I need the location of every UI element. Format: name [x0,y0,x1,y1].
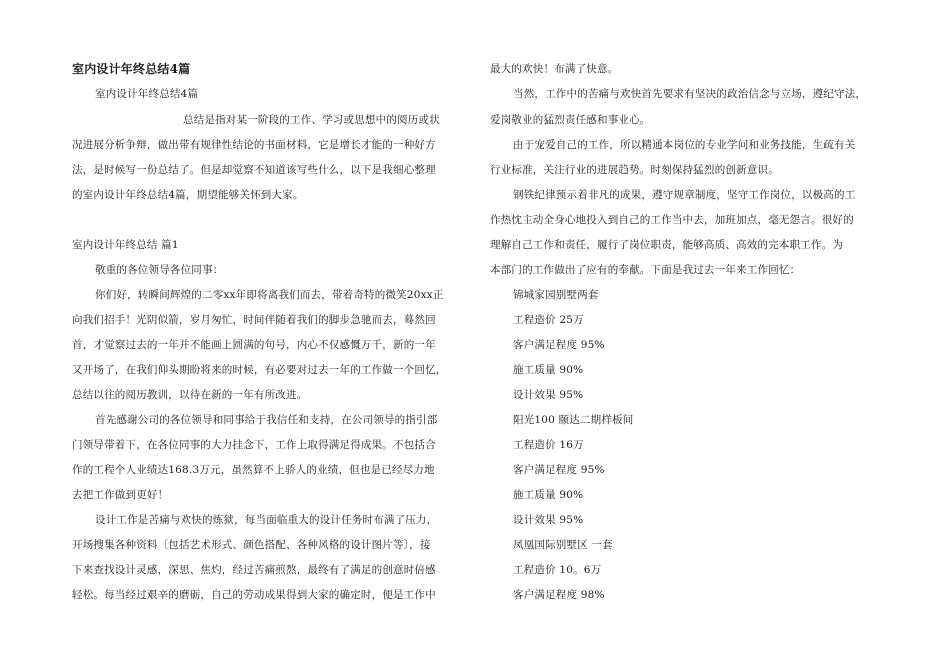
text-line: 轻松。每当经过艰辛的磨砺，自己的劳动成果得到大家的确定时，便是工作中 [72,589,436,601]
text-line: 总结是指对某一阶段的工作、学习或思想中的阅历或状 [183,114,440,126]
text-line: 施工质量 90% [513,364,584,376]
text-line: 总结以往的阅历教训，以待在新的一年有所改进。 [72,389,308,401]
text-line: 下来查找设计灵感，深思、焦灼，经过苦痛煎熬，最终有了满足的创意时倍感 [72,564,436,576]
text-line: 向我们招手！光阴似箭，岁月匆忙，时间伴随着我们的脚步急驰而去，蓦然回 [72,314,436,326]
text-line: 理解自己工作和责任，履行了岗位职责，能够高质、高效的完本职工作。为 [490,239,844,251]
text-line: 首，才觉察过去的一年并不能画上圆满的句号，内心不仅感慨万千，新的一年 [72,339,436,351]
text-line: 室内设计年终总结4篇 [95,88,199,100]
text-line: 锦城家园别墅两套 [513,289,599,301]
document-title: 室内设计年终总结4篇 [72,62,191,76]
text-line: 去把工作做到更好！ [72,489,169,501]
text-line: 钢铁纪律预示着非凡的成果，遵守规章制度，坚守工作岗位，以极高的工 [513,189,856,201]
text-line: 设计效果 95% [513,389,584,401]
text-line: 门领导带着下，在各位同事的大力挂念下，工作上取得满足得成果。不包括合 [72,439,436,451]
text-line: 最大的欢快！布满了快意。 [490,63,619,75]
text-line: 室内设计年终总结 篇1 [72,239,179,251]
text-line: 由于宠爱自己的工作，所以精通本岗位的专业学问和业务技能，生疏有关 [513,139,856,151]
text-line: 当然，工作中的苦痛与欢快首先要求有坚决的政治信念与立场，遵纪守法， [513,88,867,100]
text-line: 开场搜集各种资料〔包括艺术形式、颜色搭配、各种风格的设计图片等〕，接 [72,539,431,551]
text-line: 客户满足程度 98% [513,589,605,601]
text-line: 设计工作是苦痛与欢快的炼狱，每当面临重大的设计任务时布满了压力， [95,514,438,526]
text-line: 又开场了，在我们仰头期盼将来的时候，有必要对过去一年的工作做一个回忆， [72,364,447,376]
text-line: 工程造价 25万 [513,314,584,326]
text-line: 本部门的工作做出了应有的奉献。下面是我过去一年来工作回忆： [490,264,801,276]
text-line: 工程造价 16万 [513,439,584,451]
text-line: 首先感谢公司的各位领导和同事给于我信任和支持，在公司领导的指引部 [95,414,438,426]
text-line: 的室内设计年终总结4篇，期望能够关怀到大家。 [72,189,304,201]
text-line: 阳光100 颐达二期样板间 [513,414,634,426]
text-line: 工程造价 10。6万 [513,564,602,576]
text-line: 法，是时候写一份总结了。但是却觉察不知道该写些什么，以下是我细心整理 [72,164,436,176]
text-line: 设计效果 95% [513,514,584,526]
text-line: 客户满足程度 95% [513,464,605,476]
text-line: 你们好，转瞬间辉煌的二零xx年即将离我们而去，带着奇特的微笑20xx正 [95,289,444,301]
text-line: 凤凰国际别墅区 一套 [513,539,613,551]
text-line: 作的工程个人业绩达168.3万元，虽然算不上骄人的业绩，但也是已经尽力地 [72,464,435,476]
text-line: 行业标准，关注行业的进展趋势。时刻保持猛烈的创新意识。 [490,164,779,176]
text-line: 施工质量 90% [513,489,584,501]
text-line: 爱岗敬业的猛烈责任感和事业心。 [490,114,651,126]
text-line: 敬重的各位领导各位同事： [95,264,224,276]
text-line: 况进展分析争辩，做出带有规律性结论的书面材料，它是增长才能的一种好方 [72,139,436,151]
text-line: 客户满足程度 95% [513,339,605,351]
text-line: 作热忱主动全身心地投入到自己的工作当中去，加班加点，毫无怨言。很好的 [490,214,854,226]
